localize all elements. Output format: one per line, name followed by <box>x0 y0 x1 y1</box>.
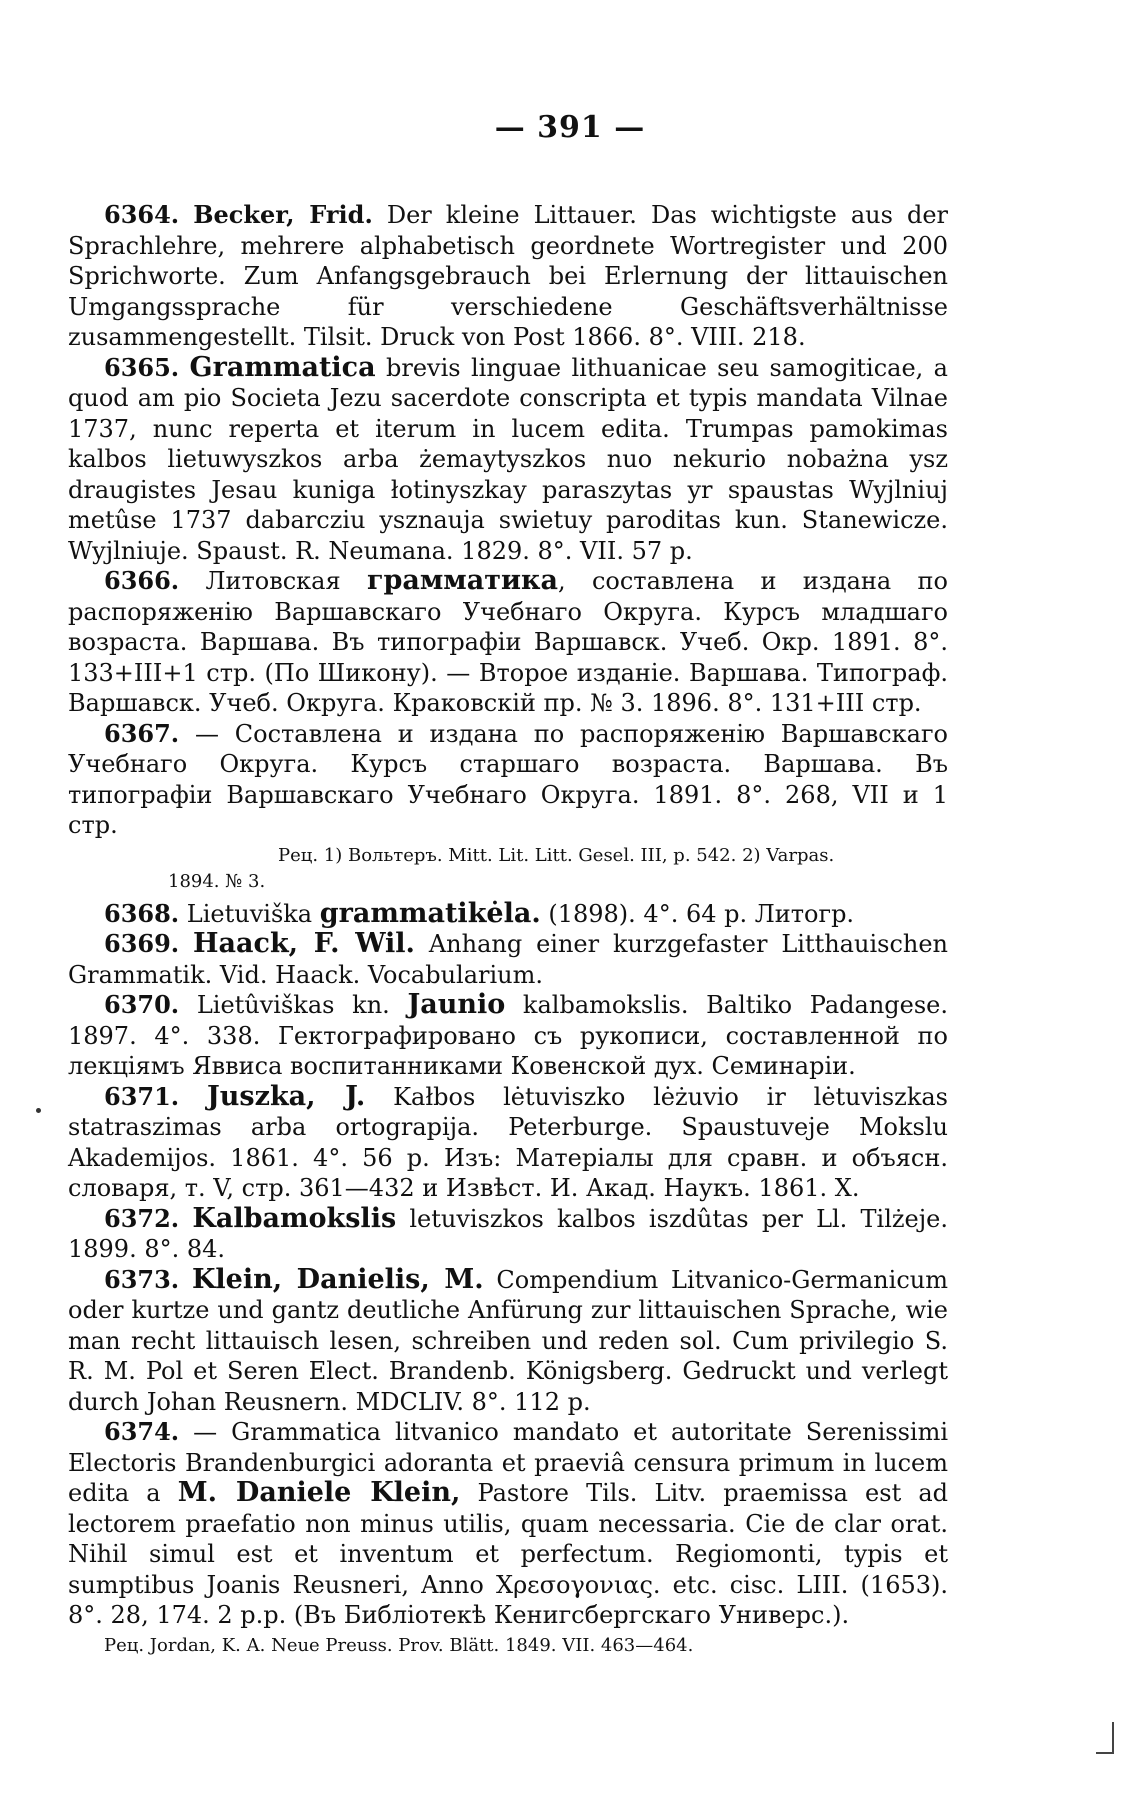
entry-6366 <box>68 566 948 719</box>
entry-title-word: Kalbamokslis <box>192 1202 397 1234</box>
entry-author: Haack, F. Wil. <box>193 928 415 959</box>
entry-number: 6365. <box>104 352 180 382</box>
entry-text: — Grammatica litvanico mandato et autoritate Serenissimi Electoris Brandenburgici adoranta et praeviâ censura primum in lucem edita a <box>68 1418 948 1507</box>
entry-title-word: грамматика <box>366 565 559 596</box>
entry-number: 6371. <box>104 1081 180 1111</box>
entry-6372 <box>68 1204 948 1265</box>
entry-text: Compendium Litvanico-Germanicum oder kurtze und gantz deutliche Anfürung zur littauischen Sprache, wie man recht littauisch lesen, schreiben und reden sol. Cum privilegio S. R. M. Pol et Seren Elect. Brandenb. Königsberg. Gedruckt und verlegt durch Johan Reusnern. MDCLIV. 8°. 112 p. <box>68 1265 948 1416</box>
entry-6364 <box>68 200 948 353</box>
entry-text: , составлена и издана по распоряженію Варшавскаго Учебнаго Округа. Курсъ младшаго возраста. Варшава. Въ типографіи Варшавск. Учеб. Окр. 1891. 8°. 133+III+1 стр. (По Шикону). — Второе изданіе. Варшава. Типограф. Варшавск. Учеб. Округа. Краковскій пр. № 3. 1896. 8°. 131+III стр. <box>68 567 948 717</box>
review-line: Рец. Jordan, K. A. Neue Preuss. Prov. Blätt. 1849. VII. 463—464. <box>104 1634 694 1656</box>
entry-6373 <box>68 1265 948 1418</box>
entry-author: M. Daniele Klein, <box>177 1477 461 1508</box>
entry-6365 <box>68 353 948 567</box>
entry-number: 6370. <box>104 990 180 1019</box>
entry-author: Becker, Frid. <box>193 200 373 229</box>
review-note-6374 <box>68 1633 948 1659</box>
entry-text-prefix: Lietûviškas kn. <box>179 991 408 1019</box>
entry-text: Anhang einer kurzgefaster Litthauischen Grammatik. Vid. Haack. Vocabularium. <box>68 930 948 989</box>
entry-number: 6367. <box>104 718 180 748</box>
entry-6369 <box>68 929 948 990</box>
entry-title-word: Jaunio <box>407 989 506 1020</box>
entry-number: 6364. <box>104 200 180 229</box>
entry-number: 6369. <box>104 929 180 958</box>
entry-6368 <box>68 899 948 930</box>
entry-text: — Составлена и издана по распоряженію Варшавскаго Учебнаго Округа. Курсъ старшаго возраста. Варшава. Въ типографіи Варшавскаго Учебнаго Округа. 1891. 8°. 268, VII и 1 стр. <box>68 719 948 839</box>
bibliography-list <box>68 200 948 1663</box>
entry-number: 6374. <box>104 1417 180 1446</box>
entry-text: brevis linguae lithuanicae seu samogiticae, a quod am pio Societa Jezu sacerdote conscripta et typis mandata Vilnae 1737, nunc reperta et iterum in lucem edita. Trumpas pamokimas kalbos lietuwyszkos arba żemaytyszkos nuo nekurio nobażna ysz draugistes Jesau kuniga łotinyszkay paraszytas yr spaustas Wyjlniuj metûse 1737 dabarcziu ysznauja swietuy paroditas kun. Stanewicze. Wyjlniuje. Spaust. R. Neumana. 1829. 8°. VII. 57 p. <box>68 353 948 565</box>
entry-text: Kałbos lėtuviszko lėżuvio ir lėtuviszkas statraszimas arba ortograpija. Peterburge. Spaustuveje Mokslu Akademijos. 1861. 4°. 56 p. Изъ: Матеріалы для сравн. и объясн. словаря, т. V, стр. 361—432 и Извѣст. И. Акад. Наукъ. 1861. X. <box>68 1082 948 1202</box>
review-line: 1894. № 3. <box>168 870 266 892</box>
entry-title-word: grammatikėla. <box>319 897 541 929</box>
margin-dot <box>36 1108 41 1113</box>
entry-6374 <box>68 1417 948 1631</box>
entry-author: Klein, Danielis, M. <box>191 1263 484 1295</box>
page-number: — 391 — <box>494 110 646 145</box>
entry-number: 6368. <box>104 898 180 928</box>
entry-number: 6373. <box>104 1264 180 1294</box>
entry-number: 6366. <box>104 566 180 595</box>
entry-author: Juszka, J. <box>207 1080 366 1112</box>
entry-number: 6372. <box>104 1203 180 1233</box>
entry-title-word: Grammatica <box>189 351 376 383</box>
review-line: Рец. 1) Вольтеръ. Mitt. Lit. Litt. Gesel. III, p. 542. 2) Varpas. <box>278 844 835 866</box>
entry-text-continued: Pastore Tils. Litv. praemissa est ad lectorem praefatio non minus utilis, quam necessaria. Cie de clar orat. Nihil simul est et inventum et perfectum. Regiomonti, typis et sumptibus Joanis Reusneri, Anno Χρεσογονιας. etc. cisc. LIII. (1653). 8°. 28, 174. 2 p.p. (Въ Библіотекѣ Кенигсбергскаго Универс.). <box>68 1479 948 1629</box>
review-note-6367 <box>68 843 948 895</box>
entry-6367 <box>68 719 948 841</box>
entry-text-prefix: Литовская <box>179 567 367 595</box>
corner-crop-mark <box>1112 1722 1114 1754</box>
entry-text-prefix: Lietuviška <box>179 899 320 928</box>
entry-6370 <box>68 990 948 1082</box>
entry-text: Der kleine Littauer. Das wichtigste aus der Sprachlehre, mehrere alphabetisch geordnete Wortregister und 200 Sprichworte. Zum Anfangsgebrauch bei Erlernung der littauischen Umgangssprache für verschiedene Geschäftsverhältnisse zusammengestellt. Tilsit. Druck von Post 1866. 8°. VIII. 218. <box>68 201 948 351</box>
entry-6371 <box>68 1082 948 1204</box>
entry-text: kalbamokslis. Baltiko Padangese. 1897. 4°. 338. Гектографировано съ рукописи, составленной по лекціямъ Яввиса воспитанниками Ковенской дух. Семинаріи. <box>68 991 948 1080</box>
entry-text: (1898). 4°. 64 p. Литогр. <box>540 899 855 928</box>
entry-text: letuviszkos kalbos iszdûtas per Ll. Tilżeje. 1899. 8°. 84. <box>68 1204 948 1263</box>
